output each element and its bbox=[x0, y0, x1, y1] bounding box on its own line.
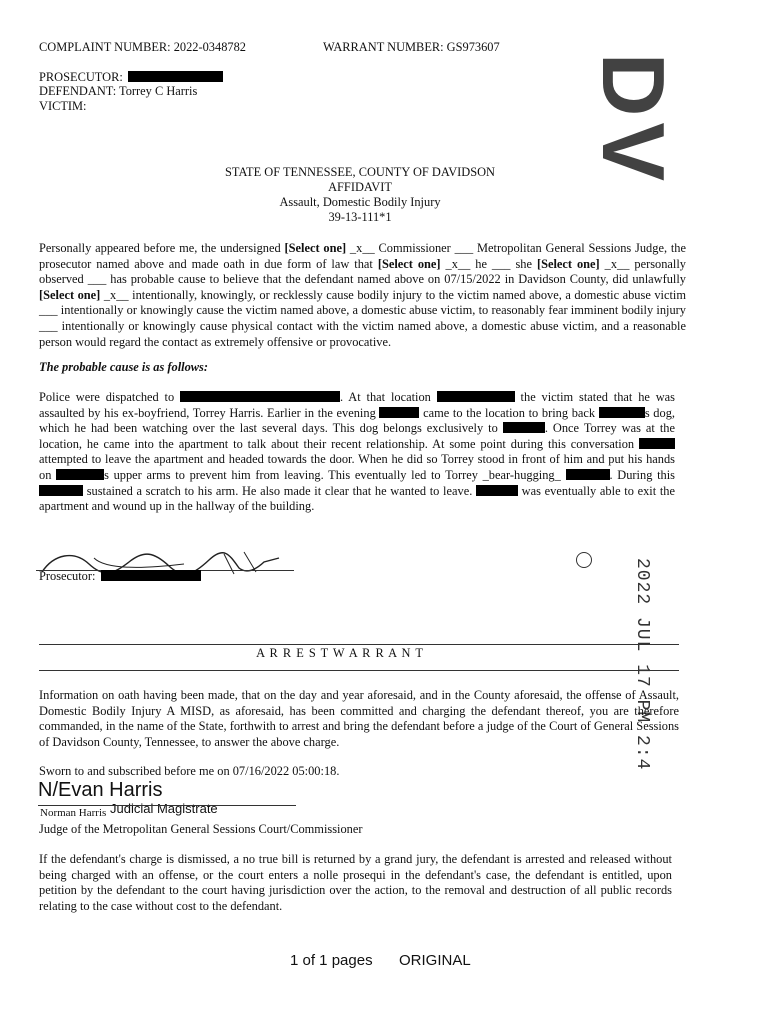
title-affidavit: AFFIDAVIT bbox=[328, 180, 392, 194]
redaction-bar bbox=[101, 570, 201, 581]
warrant-number: WARRANT NUMBER: GS973607 bbox=[323, 40, 500, 54]
pc-text: . During this bbox=[609, 467, 675, 482]
redaction-bar bbox=[599, 407, 645, 418]
defendant-line: DEFENDANT: Torrey C Harris bbox=[39, 84, 198, 98]
probable-cause-paragraph bbox=[39, 390, 675, 515]
pc-text: came to the location to bring back bbox=[419, 405, 599, 420]
received-date-stamp: 2022 JUL 17 PM 2:4 bbox=[632, 558, 652, 771]
affidavit-text: _x__ personally observed ___ has probable cause to believe that the defendant named above on 07/15/2022 in Davidson County, did unlawfully bbox=[39, 256, 687, 287]
page-count: 1 of 1 pages bbox=[290, 952, 373, 969]
dv-stamp bbox=[558, 50, 698, 200]
affidavit-text: Personally appeared before me, the undersigned bbox=[39, 241, 285, 255]
dv-stamp-text: DV bbox=[584, 52, 684, 188]
probable-cause-heading: The probable cause is as follows: bbox=[39, 360, 208, 374]
redaction-bar bbox=[39, 485, 83, 496]
pc-text: Police were dispatched to bbox=[39, 390, 181, 404]
pc-text: s upper arms to prevent him from leaving. This eventually led to Torrey _bear-hugging_ bbox=[104, 467, 566, 482]
affidavit-text: _x__ intentionally, knowingly, or recklessly cause bodily injury to the victim named above, a domestic abuse victim ___ intentionally or knowingly cause the victim named above, a domestic abuse victim, to reasonably fear imminent bodily injury ___ intentionally or knowingly cause physical contact with the victim named above, a domestic abuse victim, and a reasonable person would regard the contact as extremely offensive or provocative. bbox=[39, 287, 687, 349]
pc-text: the victim stated that he was assaulted by his ex-boyfriend, Torrey Harris. Earlier in the evening bbox=[39, 390, 676, 420]
pc-text: attempted to leave the apartment and headed towards the door. When he did so Torrey stood in front of him and put his hands on bbox=[39, 452, 675, 482]
select-one: [Select one] bbox=[284, 241, 347, 255]
expungement-notice: If the defendant's charge is dismissed, a no true bill is returned by a grand jury, the defendant is arrested and released without being charged with an offense, or the court enters a nolle prosequi in the defendant's case, the defendant is entitled, upon petition by the defendant to the court having jurisdiction over the action, to the removal and destruction of all public records relating to the case without cost to the defendant. bbox=[39, 852, 672, 913]
affidavit-paragraph bbox=[39, 241, 686, 350]
pc-text: . At that location bbox=[340, 390, 437, 404]
prosecutor-label: PROSECUTOR: bbox=[39, 70, 123, 84]
redaction-bar bbox=[379, 407, 419, 418]
pc-text: was eventually able to exit the apartment and wound up in the hallway of the building. bbox=[39, 483, 675, 514]
stamp-seal-icon bbox=[576, 552, 592, 568]
select-one: [Select one] bbox=[39, 287, 101, 302]
warrant-body: Information on oath having been made, that on the day and year aforesaid, and in the County aforesaid, the offense of Assault, Domestic Bodily Injury A MISD, as aforesaid, has been committed and charging the defendant thereof, you are therefore commanded, in the name of the State, forthwith to arrest and bring the defendant before a judge of the Court of General Sessions of Davidson County, Tennessee, to answer the above charge. bbox=[39, 688, 679, 749]
divider-bottom bbox=[39, 670, 679, 671]
divider-top bbox=[39, 644, 679, 645]
prosecutor-signature-label bbox=[39, 569, 201, 584]
redaction-bar bbox=[503, 422, 545, 433]
judge-printed-name: Norman Harris bbox=[40, 807, 107, 819]
prosecutor-line bbox=[39, 70, 223, 85]
judge-title-line: Judge of the Metropolitan General Sessions Court/Commissioner bbox=[39, 822, 363, 836]
sworn-line: Sworn to and subscribed before me on 07/16/2022 05:00:18. bbox=[39, 764, 340, 778]
victim-label: VICTIM: bbox=[39, 99, 87, 113]
redaction-bar bbox=[56, 469, 104, 480]
affidavit-text: _x__ Commissioner ___ Metropolitan General Sessions Judge, the prosecutor named above and made oath in due form of law that bbox=[39, 241, 687, 271]
complaint-number: COMPLAINT NUMBER: 2022-0348782 bbox=[39, 40, 246, 54]
redaction-bar bbox=[639, 438, 675, 449]
original-label: ORIGINAL bbox=[399, 952, 471, 969]
pc-text: sustained a scratch to his arm. He also made it clear that he wanted to leave. bbox=[83, 483, 476, 498]
title-offense: Assault, Domestic Bodily Injury bbox=[279, 195, 441, 209]
redaction-bar bbox=[180, 391, 340, 402]
select-one: [Select one] bbox=[536, 256, 600, 271]
magistrate-signature: N/Evan Harris bbox=[38, 779, 163, 801]
magistrate-title: Judicial Magistrate bbox=[110, 801, 218, 816]
title-statute: 39-13-111*1 bbox=[328, 210, 392, 224]
prosecutor-label: Prosecutor: bbox=[39, 569, 96, 583]
affidavit-text: _x__ he ___ she bbox=[440, 256, 537, 271]
redaction-bar bbox=[566, 469, 610, 480]
redaction-bar bbox=[476, 485, 518, 496]
arrest-warrant-heading: A R R E S T W A R R A N T bbox=[256, 646, 424, 660]
redaction-bar bbox=[128, 71, 223, 82]
pc-text: s dog, which he had been watching over the last several days. This dog belongs exclusively to bbox=[39, 405, 675, 436]
title-state: STATE OF TENNESSEE, COUNTY OF DAVIDSON bbox=[224, 165, 495, 179]
select-one: [Select one] bbox=[377, 256, 441, 271]
redaction-bar bbox=[437, 391, 515, 402]
pc-text: . Once Torrey was at the location, he came into the apartment to talk about their recent relationship. At some point during this conversation bbox=[39, 421, 675, 451]
